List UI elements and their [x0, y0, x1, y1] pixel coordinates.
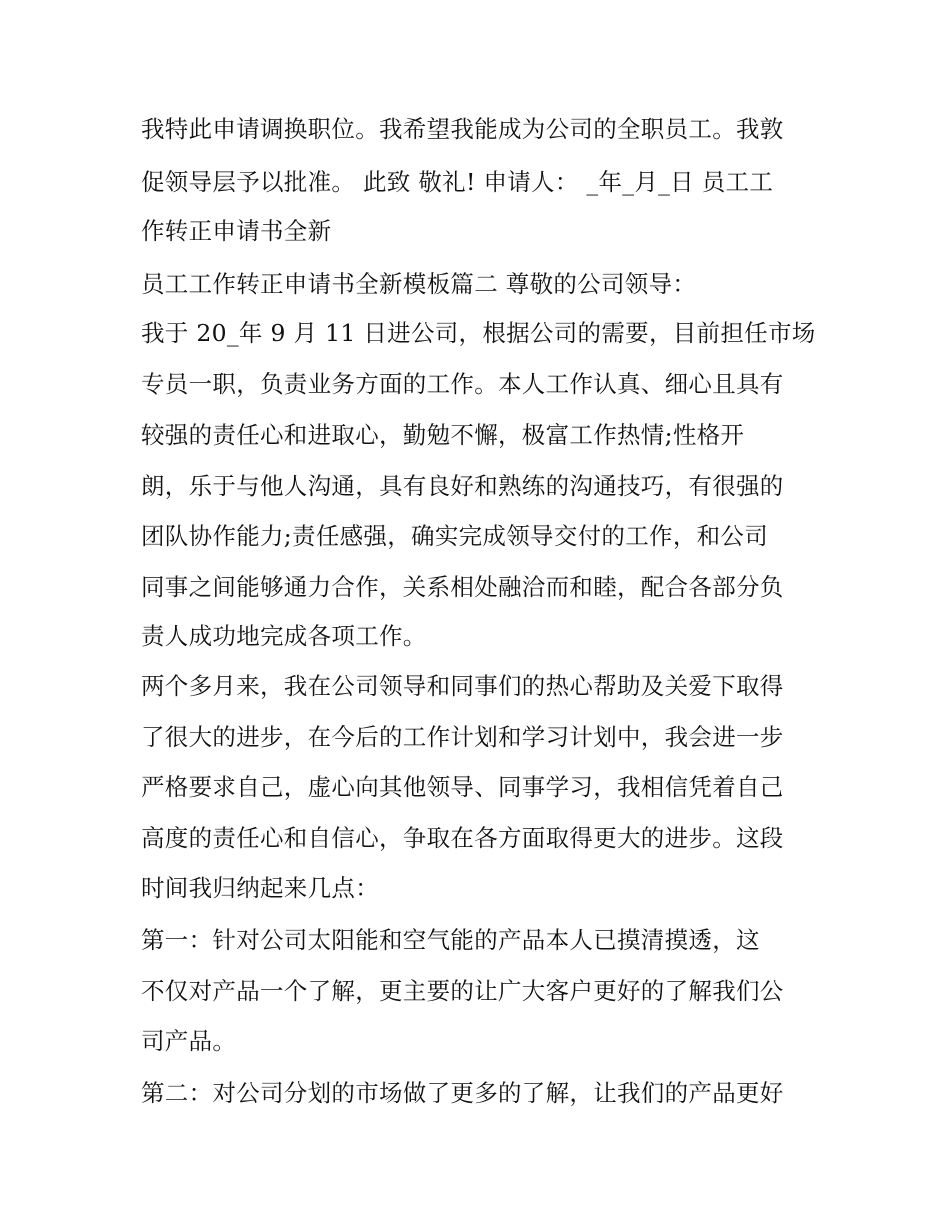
text-line: 了很大的进步，在今后的工作计划和学习计划中，我会进一步 [141, 723, 784, 751]
text-line: 作转正申请书全新 [141, 217, 332, 245]
text-line: 第一：针对公司太阳能和空气能的产品本人已摸清摸透，这 [141, 926, 760, 954]
text-line: 责人成功地完成各项工作。 [141, 622, 427, 650]
text-line: 朗，乐于与他人沟通，具有良好和熟练的沟通技巧，有很强的 [141, 472, 784, 500]
text-line: 较强的责任心和进取心，勤勉不懈，极富工作热情;性格开 [141, 421, 745, 449]
text-line: 员工工作转正申请书全新模板篇二 尊敬的公司领导： [141, 270, 697, 298]
text-line: 我于 20_年 9 月 11 日进公司，根据公司的需要，目前担任市场 [141, 319, 816, 347]
text-line: 专员一职，负责业务方面的工作。本人工作认真、细心且具有 [141, 370, 784, 398]
text-line: 我特此申请调换职位。我希望我能成为公司的全职员工。我敦 [141, 115, 784, 143]
text-line: 第二：对公司分划的市场做了更多的了解，让我们的产品更好 [141, 1079, 784, 1107]
text-line: 两个多月来，我在公司领导和同事们的热心帮助及关爱下取得 [141, 672, 784, 700]
text-line: 同事之间能够通力合作，关系相处融洽而和睦，配合各部分负 [141, 573, 784, 601]
text-line: 促领导层予以批准。 此致 敬礼! 申请人： _年_月_日 员工工 [141, 168, 774, 196]
text-line: 高度的责任心和自信心，争取在各方面取得更大的进步。这段 [141, 824, 784, 852]
text-line: 时间我归纳起来几点： [141, 874, 379, 902]
text-line: 严格要求自己，虚心向其他领导、同事学习，我相信凭着自己 [141, 773, 784, 801]
text-line: 司产品。 [141, 1027, 237, 1055]
text-line: 不仅对产品一个了解，更主要的让广大客户更好的了解我们公 [141, 977, 784, 1005]
text-line: 团队协作能力;责任感强，确实完成领导交付的工作，和公司 [141, 522, 769, 550]
